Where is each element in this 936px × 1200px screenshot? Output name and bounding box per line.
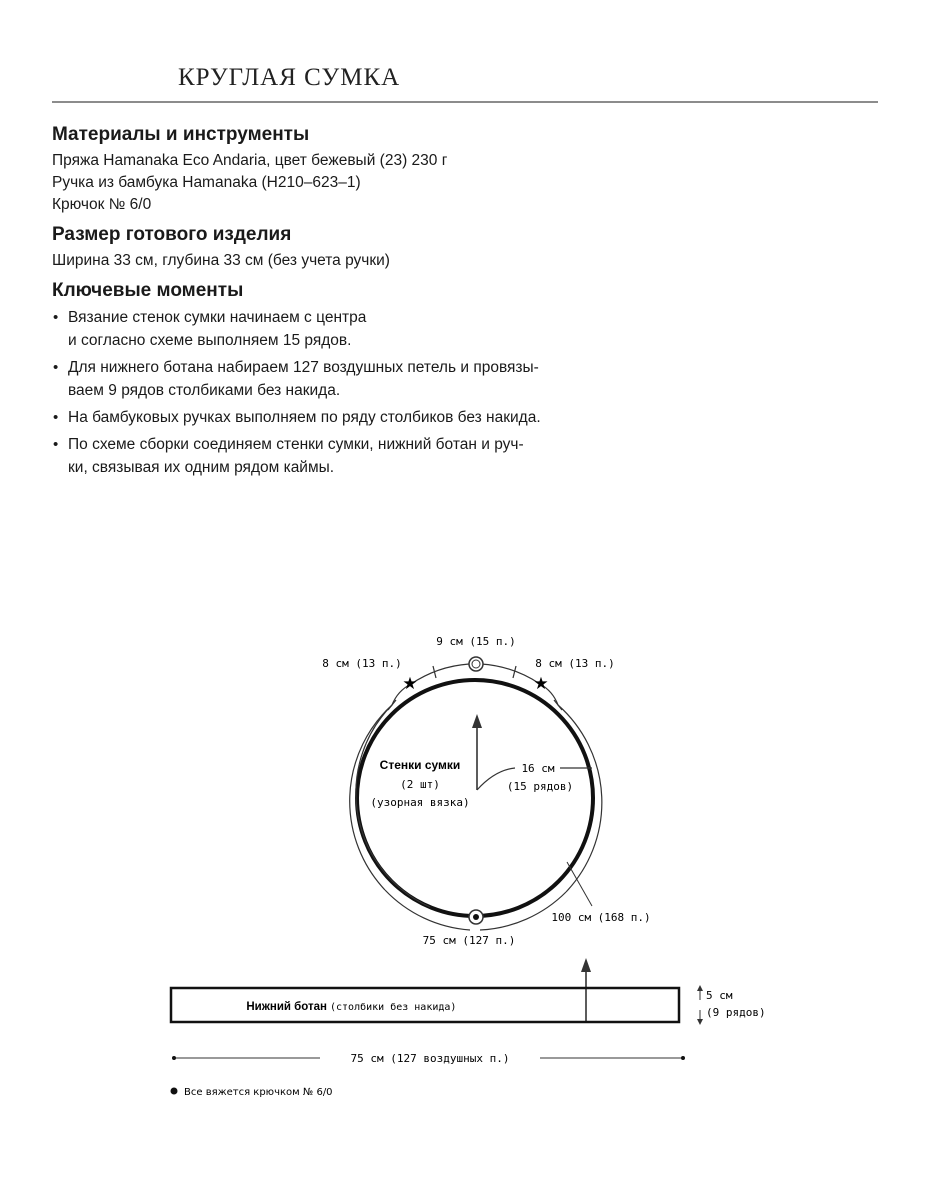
arrow-down-icon	[697, 1019, 703, 1025]
star-left-icon: ★	[402, 674, 418, 694]
walls-count: (2 шт)	[400, 778, 440, 791]
page-title: КРУГЛАЯ СУМКА	[178, 64, 401, 91]
size-line: Ширина 33 см, глубина 33 см (без учета ручки)	[52, 252, 390, 269]
label-right-width: 8 см (13 п.)	[535, 657, 615, 670]
base-note: (столбики без накида)	[330, 1002, 457, 1013]
bullet-icon: •	[53, 309, 59, 326]
footnote: Все вяжется крючком № 6/0	[184, 1087, 333, 1098]
base-height-rows: (9 рядов)	[706, 1006, 766, 1019]
list-item: • По схеме сборки соединяем стенки сумки, нижний ботан и руч- ки, связывая их одним рядом каймы.	[52, 433, 672, 479]
bottom-width-label: 75 см (127 п.)	[422, 934, 516, 947]
start-ring-icon	[469, 657, 483, 671]
label-top-width: 9 см (15 п.)	[436, 635, 516, 648]
list-item: • Вязание стенок сумки начинаем с центра и согласно схеме выполняем 15 рядов.	[52, 306, 672, 352]
base-title: Нижний ботан	[246, 1001, 327, 1013]
materials-line-handle: Ручка из бамбука Hamanaka (H210–623–1)	[52, 174, 361, 191]
bullet-icon: •	[53, 359, 59, 376]
label-left-width: 8 см (13 п.)	[322, 657, 402, 670]
walls-pattern: (узорная вязка)	[370, 796, 470, 809]
bullet-icon: •	[53, 436, 59, 453]
circumference-arc-bottom-left	[385, 890, 470, 930]
footnote-bullet-icon	[171, 1088, 178, 1095]
arrow-up-icon	[697, 985, 703, 991]
walls-title: Стенки сумки	[379, 758, 461, 772]
circumference-leader	[567, 862, 592, 906]
radius-cm-label: 16 см	[521, 762, 555, 775]
materials-line-hook: Крючок № 6/0	[52, 196, 152, 213]
size-heading: Размер готового изделия	[52, 224, 292, 245]
arrow-up-icon	[581, 958, 591, 972]
circumference-label: 100 см (168 п.)	[551, 911, 651, 924]
star-right-icon: ★	[533, 674, 549, 694]
list-item: • Для нижнего ботана набираем 127 воздушных петель и провязы- ваем 9 рядов столбиками без накида.	[52, 356, 672, 402]
base-height-cm: 5 см	[706, 989, 733, 1002]
list-item: • На бамбуковых ручках выполняем по ряду столбиков без накида.	[52, 406, 672, 429]
materials-line-yarn: Пряжа Hamanaka Eco Andaria, цвет бежевый (23) 230 г	[52, 152, 448, 169]
arrow-up-icon	[472, 714, 482, 728]
circumference-arc-right	[558, 705, 602, 892]
materials-heading: Материалы и инструменты	[52, 124, 310, 145]
key-heading: Ключевые моменты	[52, 280, 244, 301]
bullet-icon: •	[53, 409, 59, 426]
radius-rows-label: (15 рядов)	[506, 780, 574, 793]
base-length-label: 75 см (127 воздушных п.)	[350, 1052, 510, 1065]
